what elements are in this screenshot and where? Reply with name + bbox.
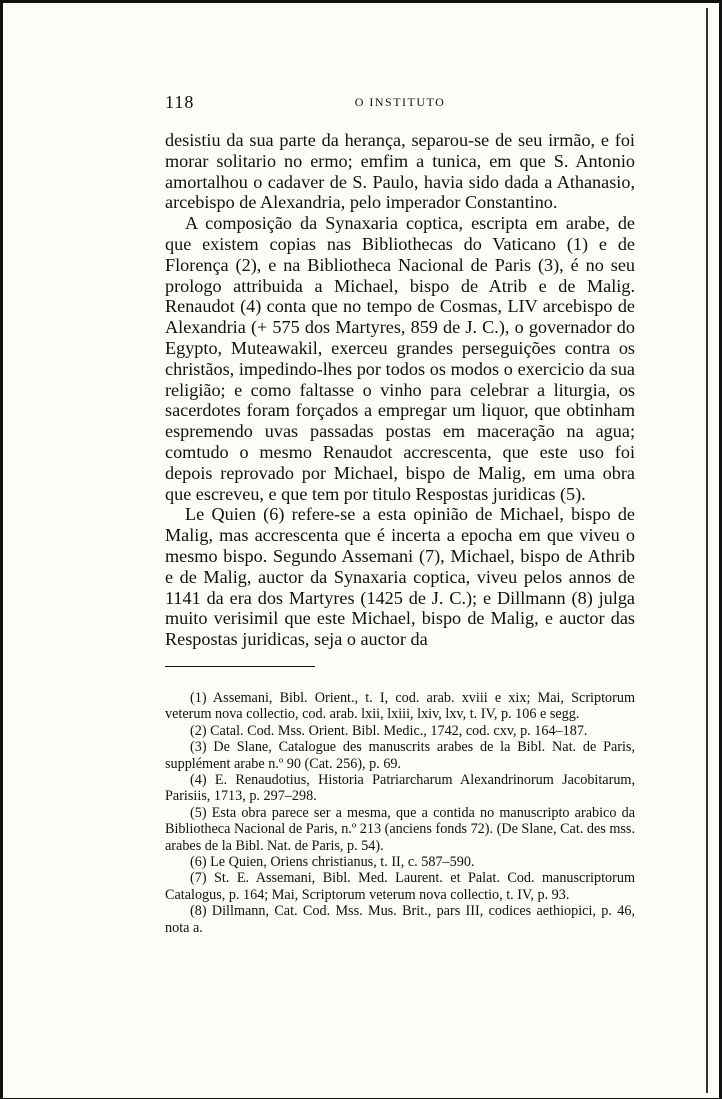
footnote-separator: [165, 666, 315, 667]
paragraph: A composição da Synaxaria coptica, escripta em arabe, de que existem copias nas Bibliothecas do Vaticano (1) e de Florença (2), e na Bibliotheca Nacional de Paris (3), é no seu prologo attribuida a Michael, bispo de Atrib e de Malig. Renaudot (4) conta que no tempo de Cosmas, LIV arcebispo de Alexandria (+ 575 dos Martyres, 859 de J. C.), o governador do Egypto, Muteawakil, exerceu grandes perseguições contra os christãos, impedindo-lhes por todos os modos o exercicio da sua religião; e como faltasse o vinho para celebrar a liturgia, os sacerdotes foram forçados a empregar um liquor, que obtinham espremendo uvas passadas postas em maceração na agua; comtudo o mesmo Renaudot accrescenta, que este uso foi depois reprovado por Michael, bispo de Malig, em uma obra que escreveu, e que tem por titulo Respostas juridicas (5).: [165, 213, 635, 504]
paragraph: Le Quien (6) refere-se a esta opinião de Michael, bispo de Malig, mas accrescenta que é incerta a epocha em que viveu o mesmo bispo. Segundo Assemani (7), Michael, bispo de Athrib e de Malig, auctor da Synaxaria coptica, viveu pelos annos de 1141 da era dos Martyres (1425 de J. C.); e Dillmann (8) julga muito verisimil que este Michael, bispo de Malig, e auctor das Respostas juridicas, seja o auctor da: [165, 504, 635, 650]
footnote: (7) St. E. Assemani, Bibl. Med. Laurent. et Palat. Cod. manuscriptorum Catalogus, p. 164; Mai, Scriptorum veterum nova collectio, t. IV, p. 93.: [165, 870, 635, 903]
footnote: (1) Assemani, Bibl. Orient., t. I, cod. arab. xviii e xix; Mai, Scriptorum veterum nova collectio, cod. arab. lxii, lxiii, lxiv, lxv, t. IV, p. 106 e segg.: [165, 690, 635, 723]
footnote: (6) Le Quien, Oriens christianus, t. II, c. 587–590.: [190, 854, 475, 871]
paragraph-continued: desistiu da sua parte da herança, separou-se de seu irmão, e foi morar solitario no ermo; emfim a tunica, em que S. Antonio amortalhou o cadaver de S. Paulo, havia sido dada a Athanasio, arcebispo de Alexandria, pelo imperador Constantino.: [165, 130, 635, 213]
footnote: (2) Catal. Cod. Mss. Orient. Bibl. Medic., 1742, cod. cxv, p. 164–187.: [190, 722, 588, 739]
footnote: (5) Esta obra parece ser a mesma, que a contida no manuscripto arabico da Bibliotheca Nacional de Paris, n.º 213 (anciens fonds 72). (De Slane, Cat. des mss. arabes de la Bibl. Nat. de Paris, p. 54).: [165, 804, 635, 854]
main-text: [165, 130, 635, 650]
footnote: (4) E. Renaudotius, Historia Patriarcharum Alexandrinorum Jacobitarum, Parisiis, 1713, p. 297–298.: [165, 772, 635, 805]
page-header: [165, 92, 635, 114]
running-title: O INSTITUTO: [354, 95, 446, 109]
footnote: (3) De Slane, Catalogue des manuscrits arabes de la Bibl. Nat. de Paris, supplément arabe n.º 90 (Cat. 256), p. 69.: [165, 739, 635, 772]
footnote: (8) Dillmann, Cat. Cod. Mss. Mus. Brit., pars III, codices aethiopici, p. 46, nota a.: [165, 903, 635, 936]
page-number: 118: [165, 92, 195, 112]
footnotes: [165, 690, 635, 936]
